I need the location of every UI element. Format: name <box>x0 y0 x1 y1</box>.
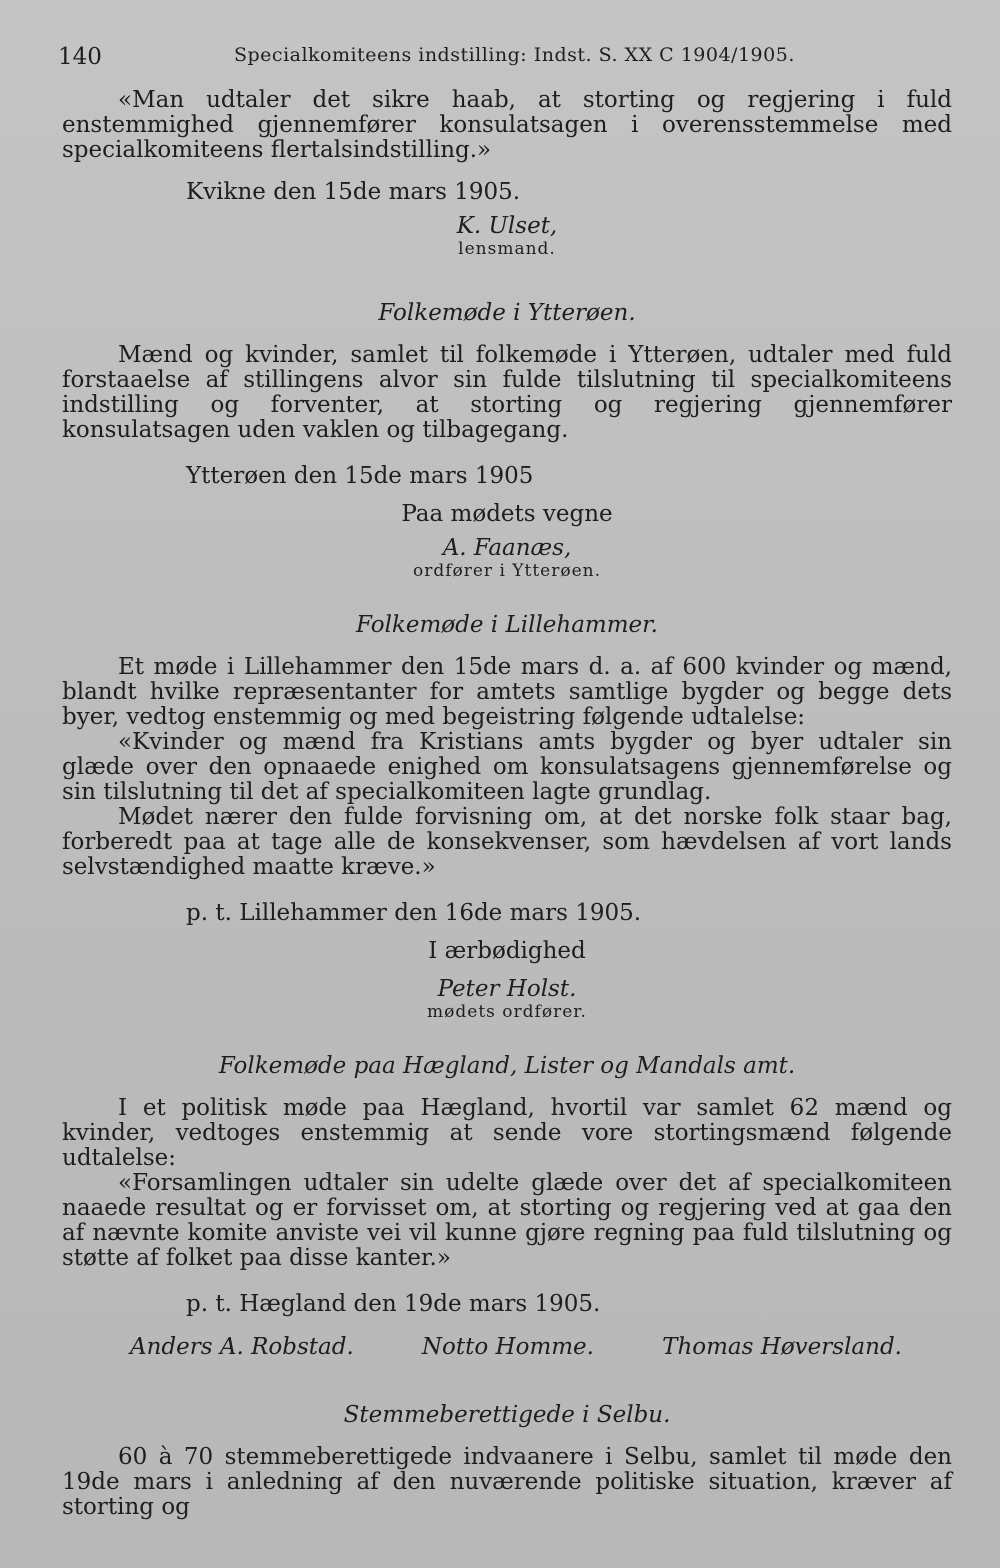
ytteroen-signature-title: ordfører i Ytterøen. <box>412 561 602 581</box>
kvikne-signature-name: K. Ulset, <box>456 213 558 239</box>
page-header <box>58 40 958 74</box>
lillehammer-section <box>62 611 952 1022</box>
selbu-paragraph-1: 60 à 70 stemmeberettigede indvaanere i Selbu, samlet til møde den 19de mars i anledning af den nuværende politiske situation, kræver af storting og <box>62 1444 952 1520</box>
kvikne-quote: «Man udtaler det sikre haab, at storting og regjering i fuld enstemmighed gjennemfører konsulatsagen i overensstemmelse med specialkomiteens flertalsindstilling.» <box>62 87 952 163</box>
haegland-signatory-2: Notto Homme. <box>421 1334 594 1360</box>
ytteroen-signature-name: A. Faanæs, <box>442 535 572 561</box>
lillehammer-heading: Folkemøde i Lillehammer. <box>356 612 658 638</box>
selbu-heading: Stemmeberettigede i Selbu. <box>343 1402 671 1428</box>
haegland-signatures <box>62 1333 952 1361</box>
lillehammer-closing: I ærbødighed <box>428 938 586 964</box>
lillehammer-paragraph-2: «Kvinder og mænd fra Kristians amts bygder og byer udtaler sin glæde over den opnaaede enighed om konsulatsagens gjennemførelse og sin tilslutning til det af specialkomiteen lagte grundlag. <box>62 729 952 805</box>
lillehammer-signature-title: mødets ordfører. <box>427 1002 587 1022</box>
running-head: Specialkomiteens indstilling: Indst. S. XX C 1904/1905. <box>234 44 795 66</box>
page-content <box>62 88 952 1520</box>
ytteroen-place-date: Ytterøen den 15de mars 1905 <box>186 463 534 489</box>
haegland-paragraph-1: I et politisk møde paa Hægland, hvortil var samlet 62 mænd og kvinder, vedtoges enstemmig at sende vore stortingsmænd følgende udtalelse: <box>62 1095 952 1171</box>
kvikne-place-date: Kvikne den 15de mars 1905. <box>186 179 521 205</box>
lillehammer-paragraph-1: Et møde i Lillehammer den 15de mars d. a. af 600 kvinder og mænd, blandt hvilke repræsentanter for amtets samtlige bygder og begge dets byer, vedtog enstemmig og med begeistring følgende udtalelse: <box>62 654 952 730</box>
page-number: 140 <box>58 44 102 70</box>
lillehammer-place-date: p. t. Lillehammer den 16de mars 1905. <box>186 900 642 926</box>
ytteroen-heading: Folkemøde i Ytterøen. <box>378 300 636 326</box>
kvikne-signature-title: lensmand. <box>458 239 556 259</box>
haegland-signatory-3: Thomas Høversland. <box>662 1334 902 1360</box>
haegland-place-date: p. t. Hægland den 19de mars 1905. <box>186 1291 601 1317</box>
haegland-signatory-1: Anders A. Robstad. <box>130 1334 354 1360</box>
ytteroen-body: Mænd og kvinder, samlet til folkemøde i Ytterøen, udtaler med fuld forstaaelse af stillingens alvor sin fulde tilslutning til specialkomiteens indstilling og forventer, at storting og regjering gjennemfører konsulatsagen uden vaklen og tilbagegang. <box>62 342 952 443</box>
haegland-heading: Folkemøde paa Hægland, Lister og Mandals amt. <box>218 1053 796 1079</box>
lillehammer-paragraph-3: Mødet nærer den fulde forvisning om, at det norske folk staar bag, forberedt paa at tage alle de konsekvenser, som hævdelsen af vort lands selvstændighed maatte kræve.» <box>62 804 952 880</box>
ytteroen-on-behalf: Paa mødets vegne <box>401 501 613 527</box>
haegland-section <box>62 1052 952 1361</box>
kvikne-section <box>62 88 952 259</box>
selbu-section <box>62 1401 952 1520</box>
haegland-paragraph-2: «Forsamlingen udtaler sin udelte glæde over det af specialkomiteen naaede resultat og er forvisset om, at storting og regjering ved at gaa den af nævnte komite anviste vei vil kunne gjøre regning paa fuld tilslutning og støtte af folket paa disse kanter.» <box>62 1170 952 1271</box>
lillehammer-signature-name: Peter Holst. <box>437 976 577 1002</box>
ytteroen-section <box>62 299 952 581</box>
